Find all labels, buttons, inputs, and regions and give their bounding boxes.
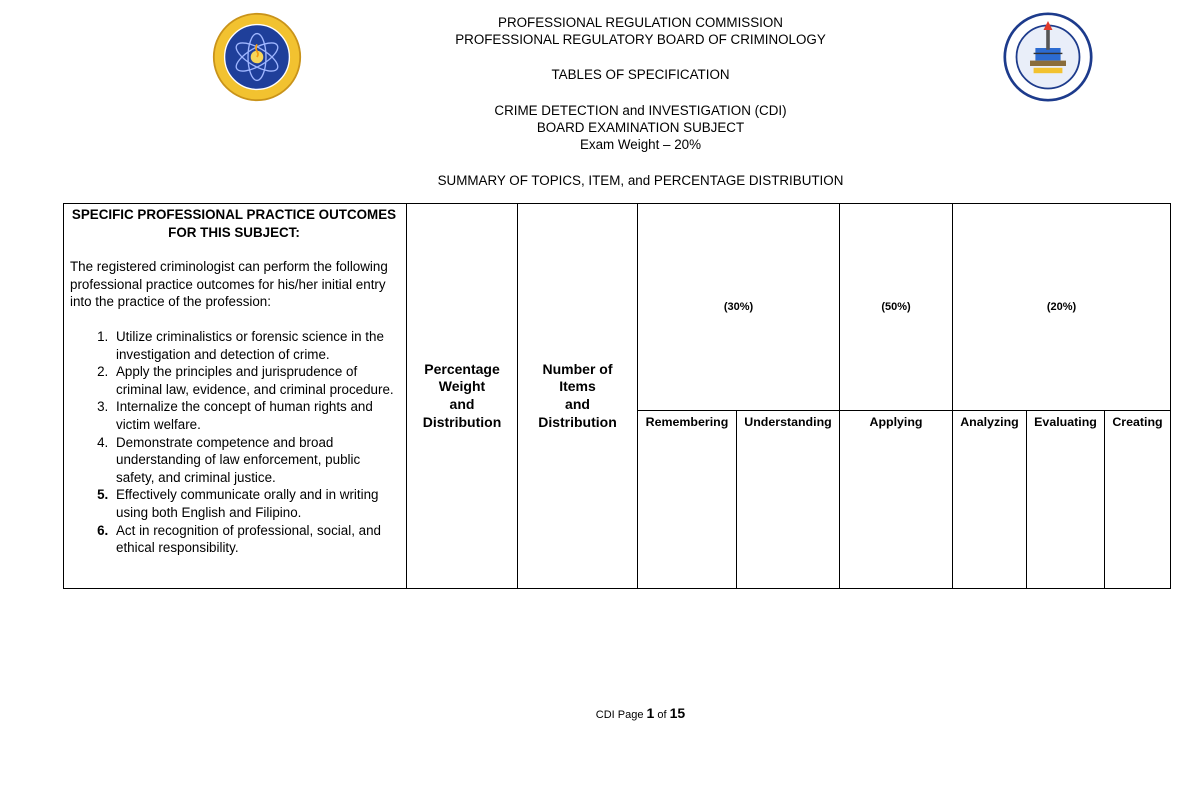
subject-title: CRIME DETECTION and INVESTIGATION (CDI) — [494, 103, 787, 118]
middle-order-percentage: (50%) — [840, 204, 953, 411]
outcome-item: 4. Demonstrate competence and broad understanding of law enforcement, public safety, and criminal justice. — [112, 434, 398, 487]
level-understanding: Understanding — [737, 411, 840, 589]
level-applying: Applying — [840, 411, 953, 589]
outcome-item: 6. Act in recognition of professional, social, and ethical responsibility. — [112, 522, 398, 557]
percentage-weight-header: Percentage Weight and Distribution — [407, 204, 518, 589]
specification-table — [63, 203, 1171, 589]
level-evaluating: Evaluating — [1027, 411, 1105, 589]
outcomes-cell — [64, 204, 407, 589]
level-remembering: Remembering — [638, 411, 737, 589]
level-creating: Creating — [1105, 411, 1171, 589]
page-footer: CDI Page 1 of 15 — [595, 705, 686, 721]
exam-weight: Exam Weight – 20% — [579, 137, 702, 152]
outcomes-intro: The registered criminologist can perform the following professional practice outcomes for his/her initial entry into the practice of the profession: — [70, 259, 388, 310]
subject-subtitle: BOARD EXAMINATION SUBJECT — [536, 120, 745, 135]
page-total: 15 — [669, 705, 686, 721]
commission-title: PROFESSIONAL REGULATION COMMISSION — [498, 15, 783, 30]
lower-order-percentage: (30%) — [638, 204, 840, 411]
outcomes-list — [70, 328, 398, 557]
number-of-items-header: Number of Items and Distribution — [518, 204, 638, 589]
summary-heading: SUMMARY OF TOPICS, ITEM, and PERCENTAGE DISTRIBUTION — [437, 173, 844, 188]
level-analyzing: Analyzing — [953, 411, 1027, 589]
outcome-item: 5. Effectively communicate orally and in writing using both English and Filipino. — [112, 486, 398, 521]
outcomes-title: SPECIFIC PROFESSIONAL PRACTICE OUTCOMES FOR THIS SUBJECT: — [71, 207, 397, 240]
higher-order-percentage: (20%) — [953, 204, 1171, 411]
outcome-item: 1. Utilize criminalistics or forensic science in the investigation and detection of crime. — [112, 328, 398, 363]
page-number: 1 — [646, 705, 655, 721]
outcome-item: 3. Internalize the concept of human rights and victim welfare. — [112, 398, 398, 433]
board-title: PROFESSIONAL REGULATORY BOARD OF CRIMINOLOGY — [455, 32, 826, 47]
document-title: TABLES OF SPECIFICATION — [551, 67, 730, 82]
outcome-item: 2. Apply the principles and jurisprudence of criminal law, evidence, and criminal procedure. — [112, 363, 398, 398]
